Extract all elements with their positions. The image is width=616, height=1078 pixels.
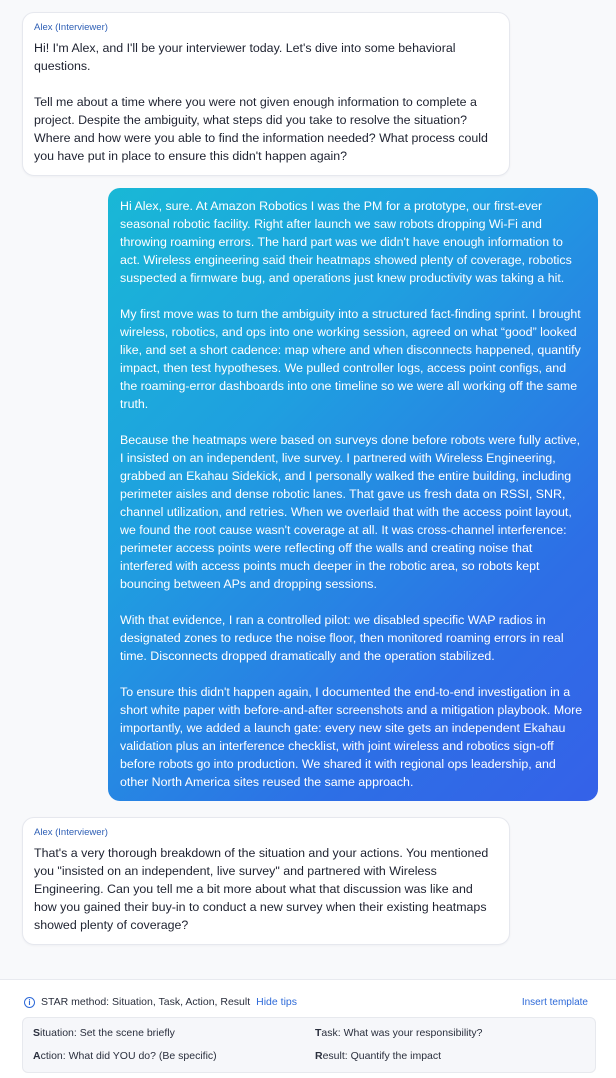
message-paragraph: To ensure this didn't happen again, I documented the end-to-end investigation in a short white paper with before-and-after screenshots and a mitigation playbook. More importantly, we added a launch gate: every new site gets an independent Ekahau validation plus an interference checklist, with joint wireless and robotics sign-off before robots go into production. We shared it with regional ops leadership, and other North America sites reused the same approach. [120, 685, 583, 789]
speaker-label: Alex (Interviewer) [34, 827, 108, 838]
interviewer-followup-message [22, 817, 510, 945]
tip-result [315, 1049, 585, 1065]
tip-text: ask: What was your responsibility? [321, 1027, 483, 1039]
tip-text: ction: What did YOU do? (Be specific) [40, 1049, 217, 1062]
tip-letter: T [315, 1027, 322, 1039]
star-tips-grid [22, 1017, 596, 1073]
star-tips-panel [0, 979, 616, 1078]
message-paragraph: Hi Alex, sure. At Amazon Robotics I was the PM for a prototype, our first-ever seasonal robotic facility. Right after launch we saw robots dropping Wi-Fi and throwing roaming errors. The hard part was we didn't have enough information to act. Wireless engineering said their heatmaps showed plenty of coverage, robotics suspected a firmware bug, and operations just knew productivity was taking a hit. [120, 199, 572, 285]
tip-action [33, 1049, 315, 1065]
speaker-label: Alex (Interviewer) [34, 22, 108, 33]
message-paragraph: With that evidence, I ran a controlled pilot: we disabled specific WAP radios in designated zones to reduce the noise floor, then monitored roaming errors in real time. Disconnects dropped dramatically and the operation stabilized. [120, 613, 564, 663]
user-answer-message [108, 188, 598, 801]
tip-letter: R [315, 1049, 323, 1062]
tip-situation [33, 1026, 315, 1042]
info-icon: i [24, 997, 35, 1008]
message-paragraph: Because the heatmaps were based on surveys done before robots were fully active, I insisted on an independent, live survey. I partnered with Wireless Engineering, grabbed an Ekahau Sidekick, and I personally walked the entire building, including perimeter aisles and dense robotic lanes. That gave us fresh data on RSSI, SNR, channel utilization, and retries. When we overlaid that with the access point layout, we found the root cause wasn't coverage at all. It was cross-channel interference: perimeter access points were reflecting off the walls and creating noise that interfered with access points much deeper in the robotic area, so robots kept bouncing between APs and dropping sessions. [120, 433, 581, 591]
interviewer-message [22, 12, 510, 176]
message-paragraph: That's a very thorough breakdown of the situation and your actions. You mentioned you "insisted on an independent, live survey" and partnered with Wireless Engineering. Can you tell me a bit more about what that discussion was like and how you gained their buy-in to conduct a new survey when their existing heatmaps showed plenty of coverage? [34, 846, 489, 932]
tips-header [24, 995, 588, 1009]
hide-tips-link[interactable]: Hide tips [256, 996, 297, 1008]
tips-title: STAR method: Situation, Task, Action, Result [41, 996, 251, 1008]
message-paragraph: My first move was to turn the ambiguity into a structured fact-finding sprint. I brought wireless, robotics, and ops into one working session, agreed on what “good” looked like, and set a short cadence: map where and when disconnects happened, quantify impact, then test hypotheses. We pulled controller logs, access point configs, and the roaming-error dashboards into one timeline so we were all working off the same truth. [120, 307, 581, 411]
message-paragraph: Tell me about a time where you were not given enough information to complete a project. Despite the ambiguity, what steps did you take to resolve the situation? Where and how were you able to find the information needed? What process could you have put in place to ensure this didn't happen again? [34, 95, 488, 163]
message-paragraph: Hi! I'm Alex, and I'll be your interviewer today. Let's dive into some behavioral questions. [34, 41, 456, 73]
tip-letter: A [33, 1049, 41, 1062]
tip-text: esult: Quantify the impact [322, 1049, 442, 1062]
insert-template-link[interactable]: Insert template [521, 996, 588, 1008]
tip-task [315, 1026, 585, 1042]
tip-letter: S [33, 1027, 41, 1039]
tip-text: ituation: Set the scene briefly [40, 1027, 175, 1039]
